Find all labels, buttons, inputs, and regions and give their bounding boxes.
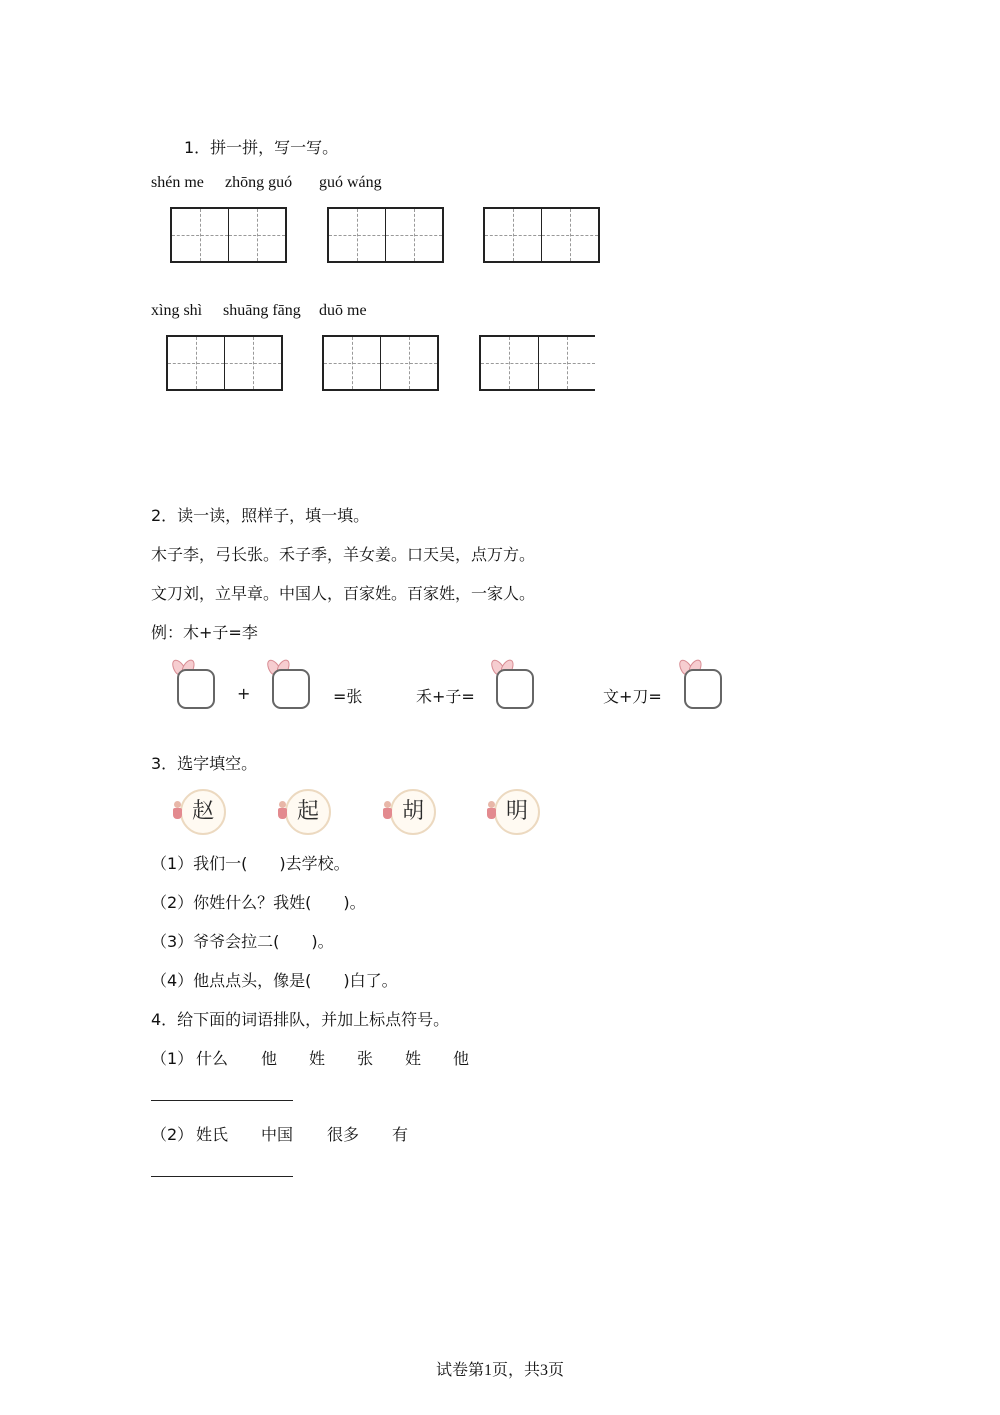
writing-grid-zhong-guo[interactable] — [327, 207, 444, 263]
fill-box-he-zi[interactable] — [490, 659, 536, 707]
pinyin-zhong-guo: zhōng guó — [225, 174, 293, 191]
q3-item-4: （4）他点点头，像是( )白了。 — [151, 971, 398, 990]
choice-ming[interactable]: 明 — [485, 787, 543, 835]
q4-item-2-label: （2） — [151, 1125, 194, 1144]
q3-title: 3．选字填空。 — [151, 754, 258, 773]
he-plus-zi: 禾+子= — [416, 687, 475, 706]
pinyin-shen-me: shén me — [151, 174, 204, 191]
writing-grid-shuang-fang[interactable] — [322, 335, 439, 391]
q4-word: 他 — [261, 1049, 278, 1068]
q4-word: 他 — [453, 1049, 470, 1068]
q2-title: 2．读一读，照样子，填一填。 — [151, 506, 370, 525]
writing-grid-xing-shi[interactable] — [166, 335, 283, 391]
choice-qi[interactable]: 起 — [276, 787, 334, 835]
q4-word: 很多 — [327, 1125, 360, 1144]
choice-zhao[interactable]: 赵 — [171, 787, 229, 835]
q4-word: 有 — [392, 1125, 409, 1144]
writing-grid-shen-me[interactable] — [170, 207, 287, 263]
q4-word: 姓 — [405, 1049, 422, 1068]
q1-title: 1．拼一拼，写一写。 — [184, 138, 339, 157]
q4-word: 什么 — [196, 1049, 229, 1068]
pinyin-xing-shi: xìng shì — [151, 302, 203, 319]
q3-item-1: （1）我们一( )去学校。 — [151, 854, 350, 873]
q3-item-2: （2）你姓什么？我姓( )。 — [151, 893, 366, 912]
pinyin-shuang-fang: shuāng fāng — [223, 302, 301, 319]
q2-rhyme-line-2: 文刀刘，立早章。中国人，百家姓。百家姓，一家人。 — [151, 584, 536, 603]
wen-plus-dao: 文+刀= — [603, 687, 662, 706]
fill-box-zhang-part-1[interactable] — [171, 659, 217, 707]
writing-grid-guo-wang[interactable] — [483, 207, 600, 263]
fill-box-wen-dao[interactable] — [678, 659, 724, 707]
choice-hu[interactable]: 胡 — [381, 787, 439, 835]
pinyin-duo-me: duō me — [319, 302, 367, 319]
fill-box-zhang-part-2[interactable] — [266, 659, 312, 707]
q4-word: 中国 — [261, 1125, 294, 1144]
page-footer: 试卷第1页，共3页 — [435, 1362, 564, 1379]
answer-line-1[interactable] — [151, 1100, 293, 1101]
q2-rhyme-line-1: 木子李，弓长张。禾子季，羊女姜。口天吴，点万方。 — [151, 545, 536, 564]
q2-example: 例：木+子=李 — [151, 623, 258, 642]
q4-word: 姓氏 — [196, 1125, 229, 1144]
q3-item-3: （3）爷爷会拉二( )。 — [151, 932, 334, 951]
equals-zhang: =张 — [333, 687, 363, 706]
plus-sign: + — [237, 684, 251, 703]
q4-word: 张 — [357, 1049, 374, 1068]
q4-item-1-label: （1） — [151, 1049, 194, 1068]
q4-word: 姓 — [309, 1049, 326, 1068]
q4-title: 4．给下面的词语排队，并加上标点符号。 — [151, 1010, 450, 1029]
answer-line-2[interactable] — [151, 1176, 293, 1177]
pinyin-guo-wang: guó wáng — [319, 174, 382, 191]
writing-grid-duo-me[interactable] — [479, 335, 595, 391]
